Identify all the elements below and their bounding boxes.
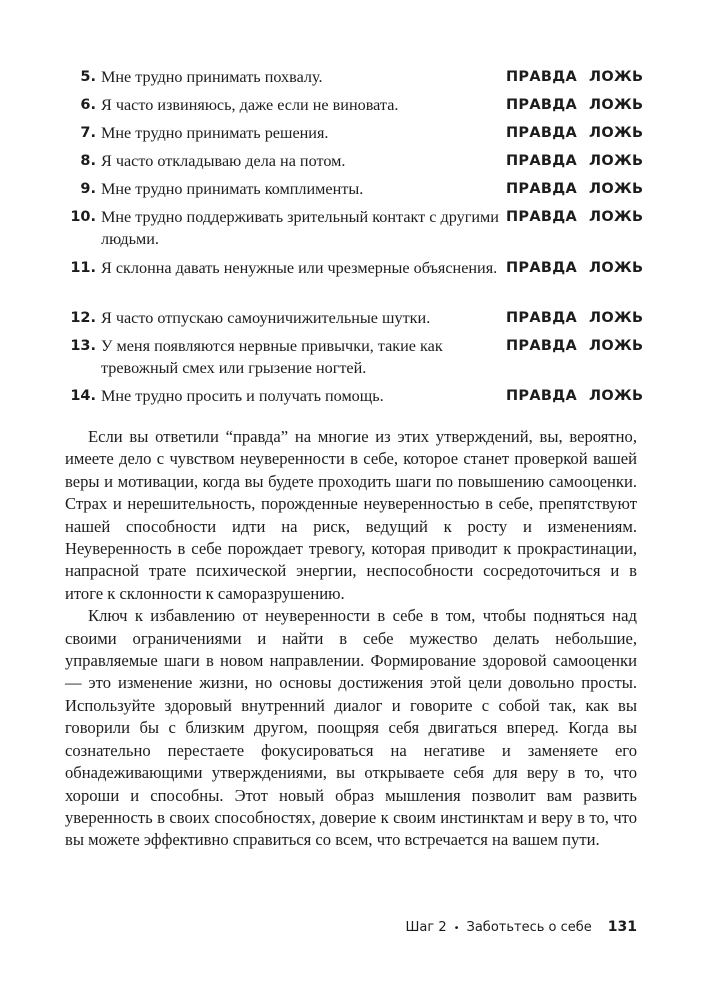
statement-number: 8. — [80, 153, 96, 169]
footer-section-title: Заботьтесь о себе — [466, 920, 592, 935]
true-answer: ПРАВДА — [506, 181, 577, 197]
false-answer: ЛОЖЬ — [589, 69, 644, 85]
statement-number: 6. — [80, 97, 96, 113]
statement-item — [65, 307, 645, 335]
statement-number: 10. — [70, 209, 96, 225]
statement-number: 13. — [70, 338, 96, 354]
statement-item — [65, 122, 645, 150]
paragraph: Ключ к избавлению от неуверенности в себе в том, чтобы подняться над своими ограничениями и найти в себе мужество делать небольшие, управляемые шаги в новом направлении. Формирование здоровой самооценки — это изменение жизни, но основы достижения этой цели довольно просты. Используйте здоровый внутренний диалог и говорите с собой так, как вы говорили бы с близким другом, поощряя себя двигаться вперед. Когда вы сознательно перестаете фокусироваться на негативе и заменяете его обнадеживающими утверждениями, вы открываете себя для веру в то, что хороши и способны. Этот новый образ мышления позволит вам развить уверенность в своих способностях, доверие к своим инстинктам и веру в то, что вы можете эффективно справиться со всем, что встречается на вашем пути. — [65, 606, 637, 850]
statement-text: Я часто извиняюсь, даже если не виновата. — [101, 96, 399, 114]
statement-text: У меня появляются нервные привычки, такие как тревожный смех или грызение ногтей. — [101, 337, 443, 377]
statement-number: 7. — [80, 125, 96, 141]
statement-list — [65, 66, 645, 413]
statement-number: 14. — [70, 388, 96, 404]
false-answer: ЛОЖЬ — [589, 310, 644, 326]
true-answer: ПРАВДА — [506, 209, 577, 225]
true-answer: ПРАВДА — [506, 388, 577, 404]
true-answer: ПРАВДА — [506, 338, 577, 354]
statement-number: 5. — [80, 69, 96, 85]
false-answer: ЛОЖЬ — [589, 388, 644, 404]
statement-number: 12. — [70, 310, 96, 326]
footer-chapter: Шаг 2 — [405, 920, 447, 935]
statement-text: Мне трудно принимать похвалу. — [101, 68, 323, 86]
statement-item — [65, 178, 645, 206]
statement-item — [65, 94, 645, 122]
body-text — [65, 426, 637, 852]
statement-text: Я часто откладываю дела на потом. — [101, 152, 346, 170]
statement-item — [65, 257, 645, 307]
true-answer: ПРАВДА — [506, 153, 577, 169]
statement-text: Я склонна давать ненужные или чрезмерные объяснения. — [101, 259, 498, 277]
statement-item — [65, 385, 645, 413]
false-answer: ЛОЖЬ — [589, 209, 644, 225]
true-answer: ПРАВДА — [506, 310, 577, 326]
true-answer: ПРАВДА — [506, 125, 577, 141]
false-answer: ЛОЖЬ — [589, 181, 644, 197]
statement-text: Я часто отпускаю самоуничижительные шутки. — [101, 309, 431, 327]
false-answer: ЛОЖЬ — [589, 260, 644, 276]
true-answer: ПРАВДА — [506, 69, 577, 85]
statement-item — [65, 335, 645, 385]
statement-item — [65, 206, 645, 257]
statement-number: 9. — [80, 181, 96, 197]
statement-item — [65, 66, 645, 94]
true-answer: ПРАВДА — [506, 260, 577, 276]
statement-text: Мне трудно принимать решения. — [101, 124, 329, 142]
statement-item — [65, 150, 645, 178]
statement-text: Мне трудно принимать комплименты. — [101, 180, 364, 198]
false-answer: ЛОЖЬ — [589, 97, 644, 113]
bullet-separator: • — [453, 923, 460, 934]
statement-text: Мне трудно просить и получать помощь. — [101, 387, 384, 405]
paragraph: Если вы ответили “правда” на многие из этих утверждений, вы, вероятно, имеете дело с чувством неуверенности в себе, которое станет проверкой вашей веры и мотивации, когда вы будете проходить шаги по повышению самооценки. Страх и нерешительность, порожденные неуверенностью в себе, препятствуют нашей способности идти на риск, ведущий к росту и изменениям. Неуверенность в себе порождает тревогу, которая приводит к прокрастинации, напрасной трате психической энергии, неспособности сосредоточиться и в итоге к склонности к саморазрушению. — [65, 427, 637, 603]
statement-text: Мне трудно поддерживать зрительный контакт с другими людьми. — [101, 208, 499, 248]
false-answer: ЛОЖЬ — [589, 338, 644, 354]
statement-number: 11. — [70, 260, 96, 276]
page-footer — [405, 919, 637, 935]
page-number: 131 — [607, 919, 637, 935]
false-answer: ЛОЖЬ — [589, 153, 644, 169]
false-answer: ЛОЖЬ — [589, 125, 644, 141]
true-answer: ПРАВДА — [506, 97, 577, 113]
